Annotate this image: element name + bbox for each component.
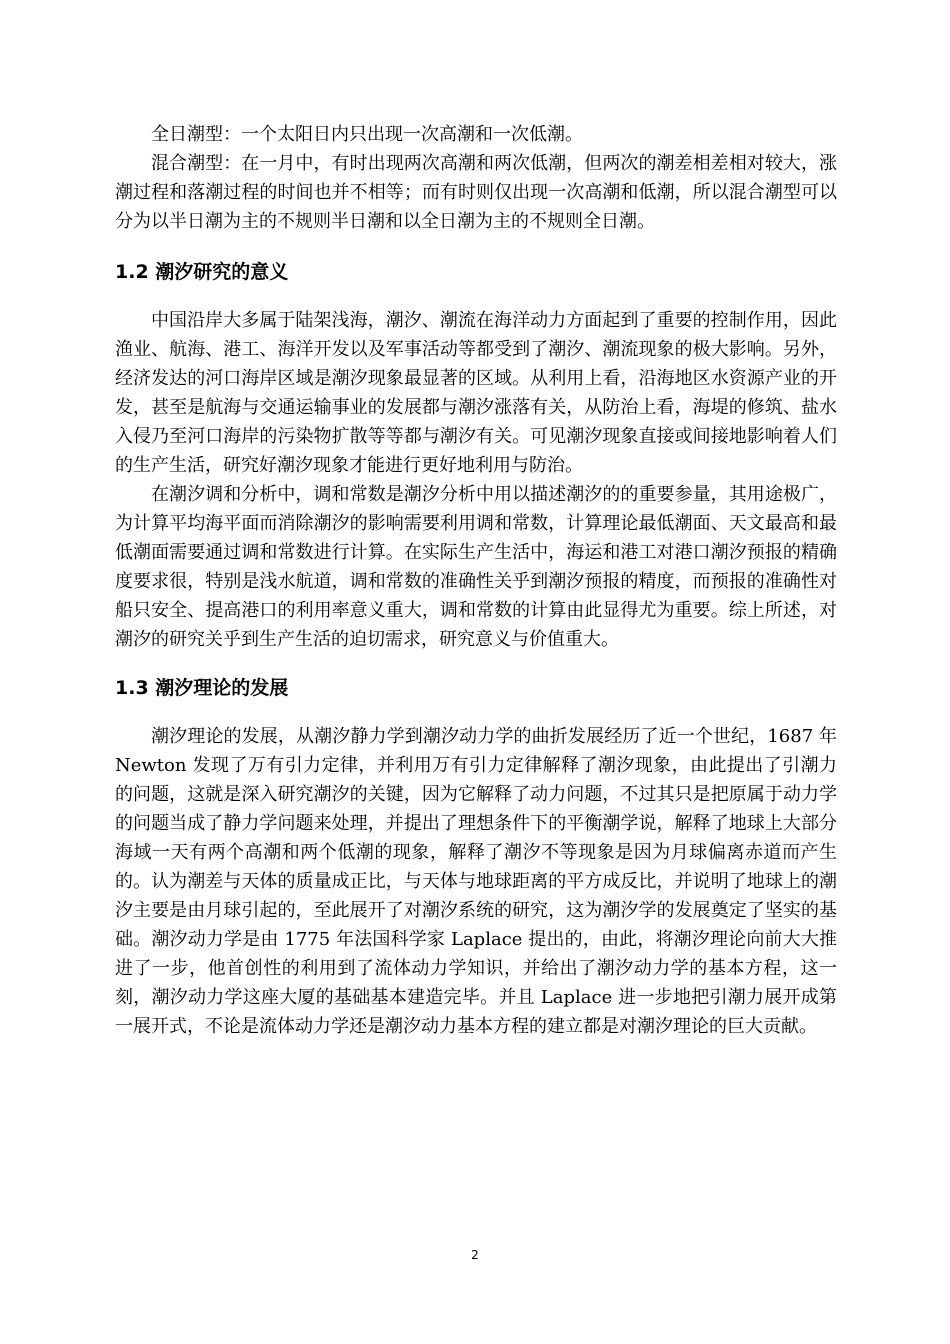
document-page <box>115 120 837 1041</box>
paragraph-significance-2: 在潮汐调和分析中，调和常数是潮汐分析中用以描述潮汐的的重要参量，其用途极广，为计算平均海平面而消除潮汐的影响需要利用调和常数，计算理论最低潮面、天文最高和最低潮面需要通过调和常数进行计算。在实际生产生活中，海运和港工对港口潮汐预报的精确度要求很，特别是浅水航道，调和常数的准确性关乎到潮汐预报的精度，而预报的准确性对船只安全、提高港口的利用率意义重大，调和常数的计算由此显得尤为重要。综上所述，对潮汐的研究关乎到生产生活的迫切需求，研究意义与价值重大。 <box>115 484 837 650</box>
paragraph-theory-development: 潮汐理论的发展，从潮汐静力学到潮汐动力学的曲折发展经历了近一个世纪，1687 年 Newton 发现了万有引力定律，并利用万有引力定律解释了潮汐现象，由此提出了引潮力的问题，这就是深入研究潮汐的关键，因为它解释了动力问题，不过其只是把原属于动力学的问题当成了静力学问题来处理，并提出了理想条件下的平衡潮学说，解释了地球上大部分海域一天有两个高潮和两个低潮的现象，解释了潮汐不等现象是因为月球偏离赤道而产生的。认为潮差与天体的质量成正比，与天体与地球距离的平方成反比，并说明了地球上的潮汐主要是由月球引起的，至此展开了对潮汐系统的研究，这为潮汐学的发展奠定了坚实的基础。潮汐动力学是由 1775 年法国科学家 Laplace 提出的，由此，将潮汐理论向前大大推进了一步，他首创性的利用到了流体动力学知识，并给出了潮汐动力学的基本方程，这一刻，潮汐动力学这座大厦的基础基本建造完毕。并且 Laplace 进一步地把引潮力展开成第一展开式，不论是流体动力学还是潮汐动力基本方程的建立都是对潮汐理论的巨大贡献。 <box>115 726 837 1037</box>
paragraph-significance-1: 中国沿岸大多属于陆架浅海，潮汐、潮流在海洋动力方面起到了重要的控制作用，因此渔业、航海、港工、海洋开发以及军事活动等都受到了潮汐、潮流现象的极大影响。另外，经济发达的河口海岸区域是潮汐现象最显著的区域。从利用上看，沿海地区水资源产业的开发，甚至是航海与交通运输事业的发展都与潮汐涨落有关，从防治上看，海堤的修筑、盐水入侵乃至河口海岸的污染物扩散等等都与潮汐有关。可见潮汐现象直接或间接地影响着人们的生产生活，研究好潮汐现象才能进行更好地利用与防治。 <box>115 310 837 476</box>
paragraph-diurnal-tide: 全日潮型：一个太阳日内只出现一次高潮和一次低潮。 <box>151 124 583 145</box>
page-number: 2 <box>471 1248 479 1262</box>
paragraph-mixed-tide: 混合潮型：在一月中，有时出现两次高潮和两次低潮，但两次的潮差相差相对较大，涨潮过程和落潮过程的时间也并不相等；而有时则仅出现一次高潮和低潮，所以混合潮型可以分为以半日潮为主的不规则半日潮和以全日潮为主的不规则全日潮。 <box>115 153 837 232</box>
section-heading-1-3: 1.3 潮汐理论的发展 <box>115 677 289 699</box>
section-heading-1-2: 1.2 潮汐研究的意义 <box>115 261 289 283</box>
